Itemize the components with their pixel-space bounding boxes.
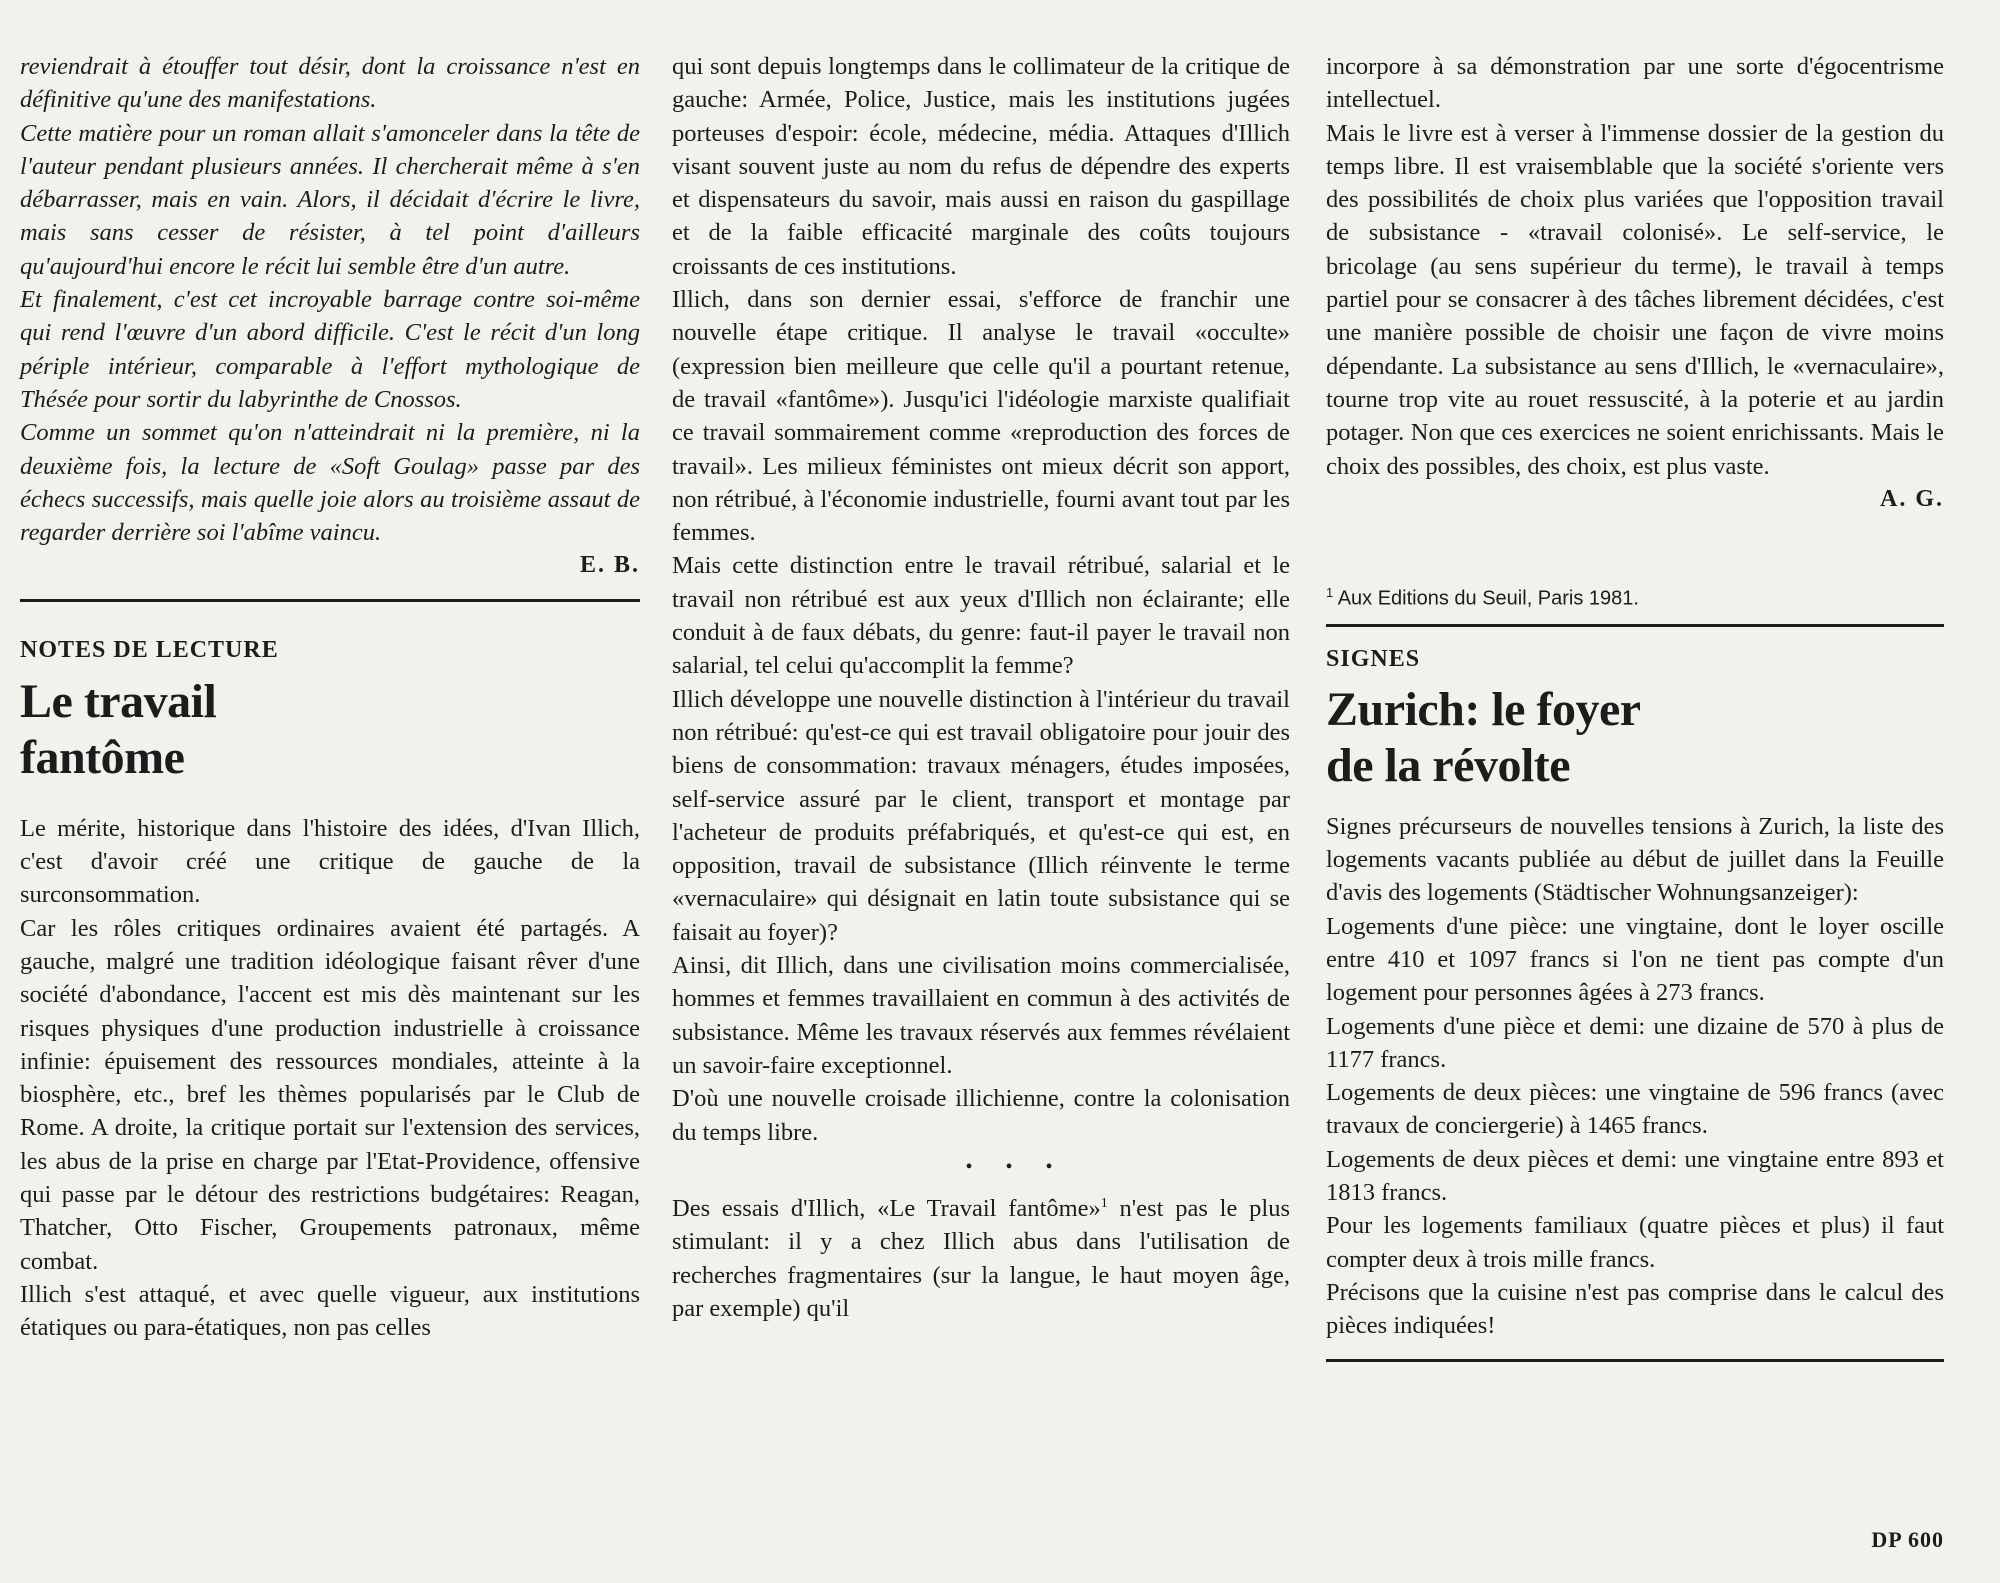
page-folio: DP 600 [1871,1527,1944,1552]
body-paragraph: Illich, dans son dernier essai, s'efforce de franchir une nouvelle étape critique. Il analyse le travail «occulte» (expression bien meilleure que celle qu'il a pourtant retenue, de travail «fantôme»). Jusqu'ici l'idéologie marxiste qualifiait ce travail sommairement comme «reproduction des forces de travail». Les milieux féministes ont mieux décrit son apport, non rétribué, à l'économie industrielle, fourni avant tout par les femmes. [672,286,1290,547]
italic-paragraph: Et finalement, c'est cet incroyable barrage contre soi-même qui rend l'œuvre d'un abord difficile. C'est le récit d'un long périple intérieur, comparable à l'effort mythologique de Thésée pour sortir du labyrinthe de Cnossos. [20,286,640,413]
column-left [20,50,640,1345]
body-paragraph: Pour les logements familiaux (quatre pièces et plus) il faut compter deux à trois mille francs. [1326,1212,1944,1273]
body-paragraph: Mais cette distinction entre le travail rétribué, salarial et le travail non rétribué est aux yeux d'Illich non éclairante; elle conduit à de faux débats, du genre: faut-il payer le travail non salarial, tel celui qu'accomplit la femme? [672,552,1290,680]
body-paragraph: Illich s'est attaqué, et avec quelle vigueur, aux institutions étatiques ou para-étatiques, non pas celles [20,1280,640,1342]
body-paragraph: Logements de deux pièces et demi: une vingtaine entre 893 et 1813 francs. [1326,1145,1944,1207]
body-paragraph: incorpore à sa démonstration par une sorte d'égocentrisme intellectuel. [1326,53,1944,114]
text-run: Des essais d'Illich, «Le Travail fantôme» [672,1194,1101,1222]
text-run: n'est pas le plus stimulant: il y a chez Illich abus dans l'utilisation de recherches fragmentaires (sur la langue, le haut moyen âge, par exemple) qu'il [672,1194,1291,1322]
body-paragraph: Mais le livre est à verser à l'immense dossier de la gestion du temps libre. Il est vraisemblable que la société s'oriente vers des possibilités de choix plus variées que l'opposition travail de subsistance - «travail colonisé». Le self-service, le bricolage (au sens supérieur du terme), le travail à temps partiel pour se consacrer à des tâches librement décidées, c'est une manière possible de choisir une façon de vivre moins dépendante. La subsistance au sens d'Illich, le «vernaculaire», tourne trop vite au rouet ressuscité, à la poterie et au jardin potager. Non que ces exercices ne soient enrichissants. Mais le choix des possibles, des choix, est plus vaste. [1326,119,1944,480]
section-divider [1326,1359,1944,1362]
article-headline [1326,682,1944,794]
article-body [20,812,640,1345]
column-right [1326,50,1944,1362]
body-paragraph: Car les rôles critiques ordinaires avaient été partagés. A gauche, malgré une tradition idéologique faisant rêver d'une société d'abondance, l'accent est mis dès maintenant sur les risques physiques d'une production industrielle à croissance infinie: épuisement des ressources mondiales, atteinte à la biosphère, etc., bref les thèmes popularisés par le Club de Rome. A droite, la critique portait sur l'extension des services, les abus de la prise en charge par l'Etat-Providence, offensive qui passe par le détour des restrictions budgétaires: Reagan, Thatcher, Otto Fischer, Groupements patronaux, même combat. [20,914,640,1275]
headline-line: de la révolte [1326,738,1571,792]
body-paragraph: Logements d'une pièce: une vingtaine, dont le loyer oscille entre 410 et 1097 francs si l'on ne tient pas compte d'un logement pour personnes âgées à 273 francs. [1326,912,1944,1007]
body-paragraph: Logements d'une pièce et demi: une dizaine de 570 à plus de 1177 francs. [1326,1012,1944,1073]
body-paragraph: Ainsi, dit Illich, dans une civilisation moins commercialisée, hommes et femmes travaillaient en commun à des activités de subsistance. Même les travaux réservés aux femmes révélaient un savoir-faire exceptionnel. [672,952,1290,1079]
body-paragraph: Illich développe une nouvelle distinction à l'intérieur du travail non rétribué: qu'est-ce qui est travail obligatoire pour jouir des biens de consommation: travaux ménagers, études imposées, self-service assuré par le client, transport et montage par l'acheteur de produits préfabriqués, et qu'est-ce qui est, en opposition, travail de subsistance (Illich réinvente le terme «vernaculaire» qui désignait en latin toute subsistance qui se faisait au foyer)? [672,685,1290,946]
section-kicker: NOTES DE LECTURE [20,637,279,664]
body-paragraph: Le mérite, historique dans l'histoire des idées, d'Ivan Illich, c'est d'avoir créé une critique de gauche de la surconsommation. [20,814,640,909]
footnote [1326,580,1944,612]
footnote-marker: 1 [1100,1195,1108,1211]
column-middle [672,50,1290,1325]
section-divider [20,599,640,602]
section-divider [1326,624,1944,627]
body-paragraph: Logements de deux pièces: une vingtaine de 596 francs (avec travaux de conciergerie) à 1465 francs. [1326,1079,1944,1140]
body-paragraph: qui sont depuis longtemps dans le collimateur de la critique de gauche: Armée, Police, Justice, mais les institutions jugées porteuses d'espoir: école, médecine, média. Attaques d'Illich visant souvent juste au nom du refus de dépendre des experts et dispensateurs du savoir, mais aussi en raison du gaspillage et de la faible efficacité marginale des coûts toujours croissants de ces institutions. [672,53,1290,280]
section-kicker: SIGNES [1326,645,1421,672]
body-paragraph [672,1187,1290,1325]
italic-paragraph: reviendrait à étouffer tout désir, dont la croissance n'est en définitive qu'une des manifestations. [20,53,640,114]
body-paragraph: D'où une nouvelle croisade illichienne, contre la colonisation du temps libre. [672,1085,1290,1146]
headline-line: Le travail [20,674,217,728]
headline-line: Zurich: le foyer [1326,682,1641,736]
footnote-text: Aux Editions du Seuil, Paris 1981. [1333,587,1639,610]
body-paragraph: Signes précurseurs de nouvelles tensions à Zurich, la liste des logements vacants publiée au début de juillet dans la Feuille d'avis des logements (Städtischer Wohnungsanzeiger): [1326,812,1944,907]
article-body [1326,810,1944,1343]
body-paragraph: Précisons que la cuisine n'est pas comprise dans le calcul des pièces indiquées! [1326,1278,1944,1340]
italic-paragraph: Cette matière pour un roman allait s'amonceler dans la tête de l'auteur pendant plusieurs années. Il chercherait même à s'en débarrasser, mais en vain. Alors, il décidait d'écrire le livre, mais sans cesser de résister, à tel point d'ailleurs qu'aujourd'hui encore le récit lui semble être d'un autre. [20,119,640,280]
italic-paragraph: Comme un sommet qu'on n'atteindrait ni la première, ni la deuxième fois, la lecture de «Soft Goulag» passe par des échecs successifs, mais quelle joie alors au troisième assaut de regarder derrière soi l'abîme vaincu. [20,419,640,547]
author-signature: A. G. [1880,485,1944,512]
article-headline [20,674,640,786]
author-signature: E. B. [579,552,640,579]
section-separator: • • • [965,1155,1067,1178]
headline-line: fantôme [20,730,185,784]
footnote-marker: 1 [1326,584,1334,600]
